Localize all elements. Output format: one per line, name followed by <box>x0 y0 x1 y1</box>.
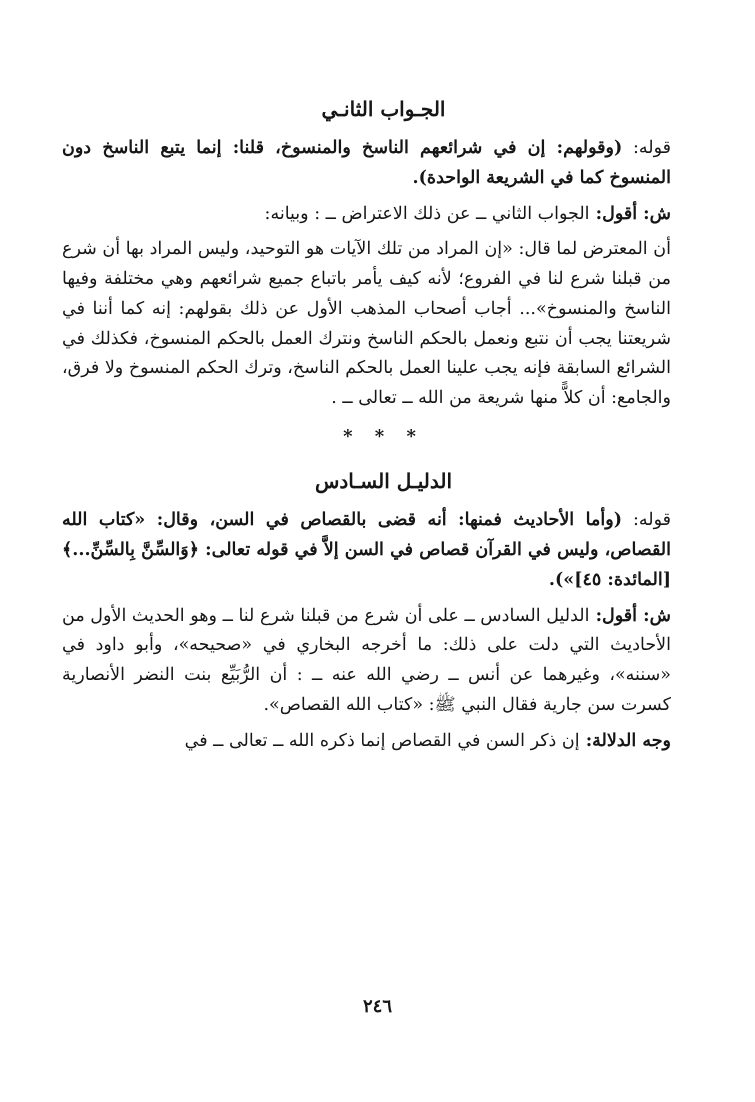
page-body <box>62 92 705 762</box>
section-separator: * * * <box>343 425 424 447</box>
section-title-sixth-evidence: الدليـل السـادس <box>314 469 452 494</box>
commentary-label: ش: أقول: <box>589 605 671 626</box>
quote-text: (وأما الأحاديث فمنها: أنه قضى بالقصاص في السن، وقال: «كتاب الله القصاص، وليس في القرآن قصاص في السن إلاَّ في قوله تعالى: ﴿وَالسِّنَّ بِالسِّنِّ...﴾ [المائدة: ٤٥]»). <box>62 510 671 590</box>
page-number: ٢٤٦ <box>362 996 392 1017</box>
commentary-intro <box>62 200 705 230</box>
evidence-text: إن ذكر السن في القصاص إنما ذكره الله ــ تعالى ــ في <box>184 730 580 751</box>
commentary-label: ش: أقول: <box>589 203 671 224</box>
commentary-paragraph <box>62 602 705 721</box>
commentary-text: الدليل السادس ــ على أن شرع من قبلنا شرع لنا ــ وهو الحديث الأول من الأحاديث التي دلت على ذلك: ما أخرجه البخاري في «صحيحه»، وأبو داود في «سننه»، وغيرهما عن أنس ــ رضي الله عنه ــ : أن الرُّبَيِّع بنت النضر الأنصارية كسرت سن جارية فقال النبي ﷺ: «كتاب الله القصاص». <box>62 605 671 715</box>
quote-label: قوله: <box>622 138 671 158</box>
evidence-paragraph <box>62 727 705 757</box>
evidence-label: وجه الدلالة: <box>579 730 671 751</box>
quote-paragraph <box>62 506 705 595</box>
section-title-second-answer: الجـواب الثانـي <box>321 97 446 121</box>
commentary-paragraph: أن المعترض لما قال: «إن المراد من تلك الآيات هو التوحيد، وليس المراد بها أن شرع من قبلنا شرع لنا في الفروع؛ لأنه كيف يأمر باتباع جميع شرائعهم وهي مختلفة وفيها الناسخ والمنسوخ»... أجاب أصحاب المذهب الأول عن ذلك بقولهم: إنه كما أننا في شريعتنا يجب أن نتبع ونعمل بالحكم الناسخ ونترك العمل بالحكم المنسوخ، فكذلك في الشرائع السابقة فإنه يجب علينا العمل بالحكم الناسخ، وترك الحكم المنسوخ ولا فرق، والجامع: أن كلاًّ منها شريعة من الله ــ تعالى ــ . <box>62 239 671 408</box>
commentary-intro-text: الجواب الثاني ــ عن ذلك الاعتراض ــ : وبيانه: <box>264 203 590 224</box>
quote-text: (وقولهم: إن في شرائعهم الناسخ والمنسوخ، قلنا: إنما يتبع الناسخ دون المنسوخ كما في الشريعة الواحدة). <box>62 138 671 188</box>
quote-label: قوله: <box>621 510 671 531</box>
quote-paragraph <box>62 134 705 194</box>
